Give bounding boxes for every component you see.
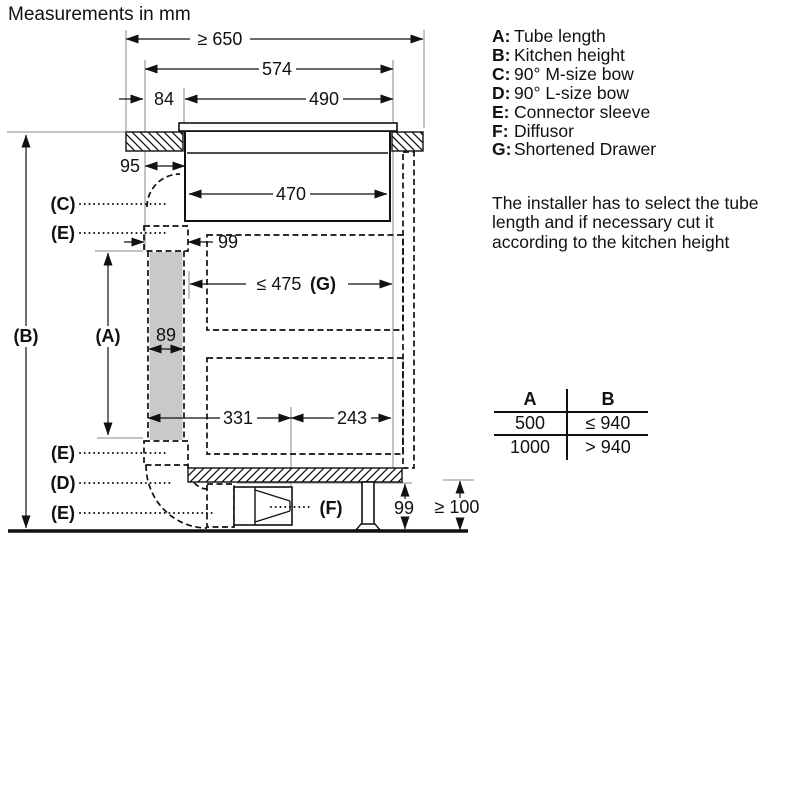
dim-left-offset: 84 xyxy=(153,89,175,109)
installer-note: The installer has to select the tube length and if necessary cut it according to the kitchen height xyxy=(492,193,759,252)
tube-fill xyxy=(150,252,183,440)
dim-drawer-max-depth: ≤ 475 xyxy=(256,274,302,294)
callout-e-top: (E) xyxy=(51,223,75,243)
callout-f: (F) xyxy=(319,498,343,518)
legend-key: D: xyxy=(492,82,511,103)
legend-item-c xyxy=(492,65,656,84)
solid-objects xyxy=(8,123,468,531)
dim-countertop-min-width: ≥ 650 xyxy=(197,29,243,49)
hob-glass-plate xyxy=(179,123,397,131)
table-cell: 500 xyxy=(494,413,568,437)
table-header-b: B xyxy=(568,389,648,413)
legend-key: C: xyxy=(492,63,511,84)
m-size-bow xyxy=(147,174,180,207)
table-cell: ≤ 940 xyxy=(568,413,648,437)
dim-hob-total-width: 574 xyxy=(261,59,293,79)
dim-tube-width: 89 xyxy=(155,325,177,345)
legend-label: Connector sleeve xyxy=(514,101,651,122)
dim-floor-clearance: ≥ 100 xyxy=(434,497,480,517)
lower-drawer-outline xyxy=(207,358,403,454)
legend-label: Tube length xyxy=(514,26,606,46)
dim-cutout-width: 490 xyxy=(308,89,340,109)
legend-key: A: xyxy=(492,26,511,46)
legend-item-d xyxy=(492,84,656,103)
legend-label: 90° M-size bow xyxy=(514,63,634,84)
callout-a: (A) xyxy=(95,326,121,346)
table-cell: > 940 xyxy=(585,437,631,458)
legend xyxy=(492,27,656,159)
countertop-right xyxy=(392,132,423,151)
callout-e-bottom: (E) xyxy=(51,503,75,523)
dimension-lines xyxy=(26,39,460,530)
legend-key: F: xyxy=(492,120,509,141)
legend-label: Shortened Drawer xyxy=(514,139,657,160)
dim-right-span: 243 xyxy=(336,408,368,428)
legend-item-g xyxy=(492,140,656,159)
legend-label: Diffusor xyxy=(514,120,574,141)
legend-key: B: xyxy=(492,44,511,65)
dim-left-span: 331 xyxy=(222,408,254,428)
cabinet-shelf xyxy=(188,468,402,482)
countertop-left xyxy=(126,132,183,151)
dim-drawer-ref-g: (G) xyxy=(310,274,336,294)
legend-item-f xyxy=(492,122,656,141)
legend-label: Kitchen height xyxy=(514,44,625,65)
dim-plinth-height: 99 xyxy=(393,498,415,518)
connector-sleeve-top xyxy=(144,226,188,251)
table-header-a: A xyxy=(494,389,568,413)
dim-sleeve-width: 99 xyxy=(217,232,239,252)
legend-item-b xyxy=(492,46,656,65)
legend-key: G: xyxy=(492,139,512,160)
legend-key: E: xyxy=(492,101,510,122)
table-cell: 1000 xyxy=(494,436,568,460)
callout-d: (D) xyxy=(50,473,76,493)
legend-label: 90° L-size bow xyxy=(514,82,629,103)
dim-rear-offset: 95 xyxy=(119,156,141,176)
callout-c: (C) xyxy=(50,194,76,214)
legend-item-a xyxy=(492,27,656,46)
cabinet-side-panel xyxy=(403,152,414,468)
legend-item-e xyxy=(492,103,656,122)
tube-length-table xyxy=(494,389,648,460)
cabinet-foot xyxy=(362,482,374,525)
page-title: Measurements in mm xyxy=(8,4,191,25)
connector-sleeve-horizontal xyxy=(207,484,234,527)
hob-body xyxy=(185,131,390,221)
cabinet-foot-base xyxy=(356,524,380,530)
callout-e-mid: (E) xyxy=(51,443,75,463)
dim-body-width: 470 xyxy=(275,184,307,204)
callout-b: (B) xyxy=(13,326,39,346)
